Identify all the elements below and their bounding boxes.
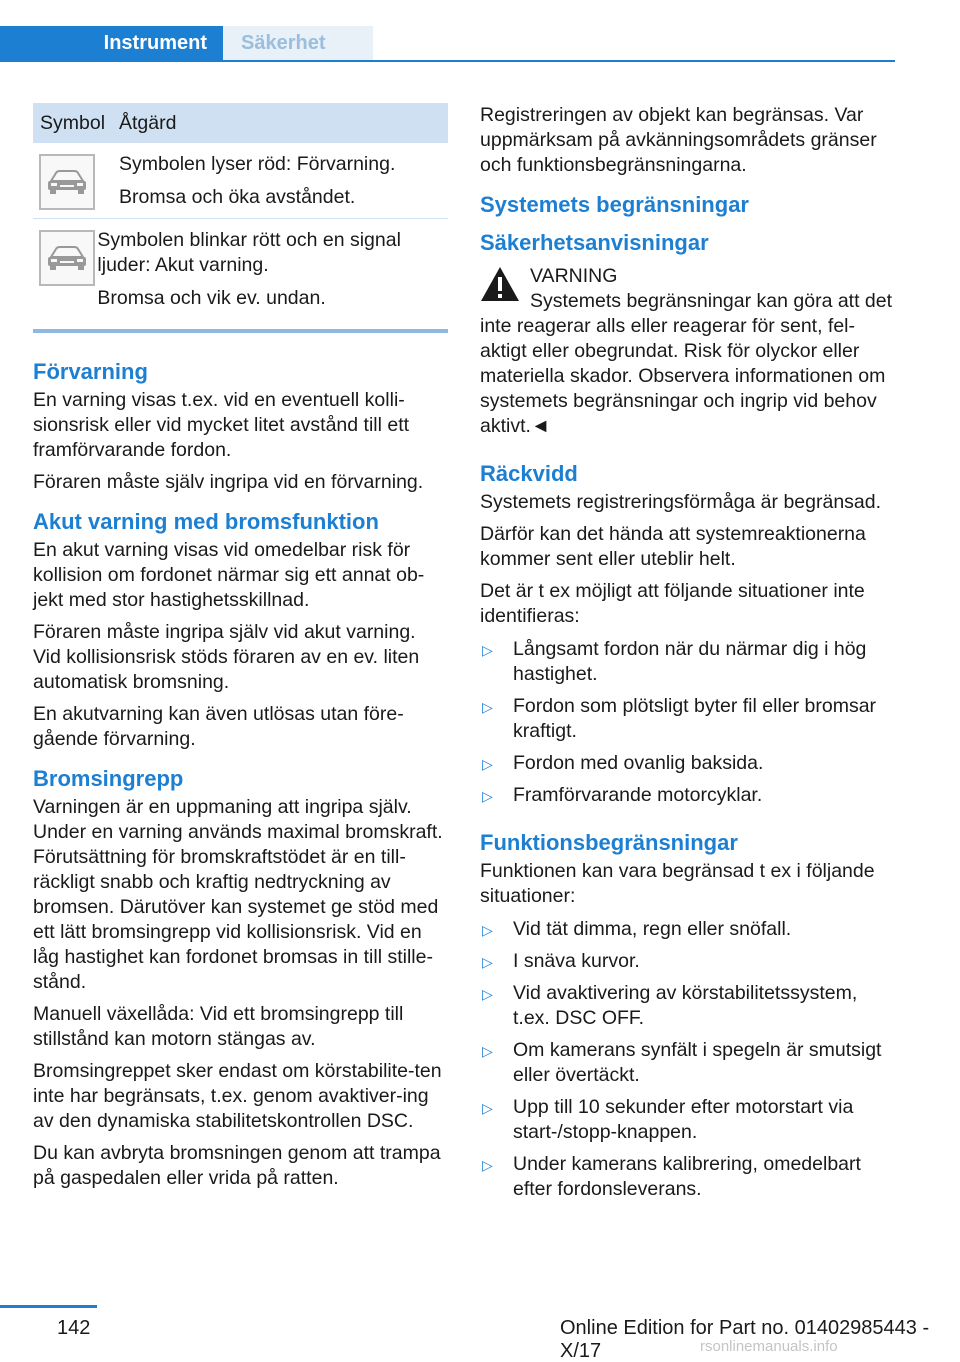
tab-instrument[interactable]: Instrument <box>0 26 223 60</box>
list-item: ▷ Framförvarande motorcyklar. <box>480 783 895 808</box>
row-text: Symbolen lyser röd: Förvarning. <box>119 153 396 175</box>
table-header <box>33 103 448 143</box>
paragraph: Därför kan det hända att systemreaktionerna kommer sent eller uteblir helt. <box>480 523 866 570</box>
list-item: ▷ Upp till 10 sekunder efter motorstart via start-/stopp-knappen. <box>482 1096 854 1143</box>
warning-triangle-icon <box>480 266 520 302</box>
heading-sakerhetsanvisningar: Säkerhetsanvisningar <box>480 230 709 255</box>
paragraph: En akutvarning kan även utlösas utan före-gående förvarning. <box>33 703 404 750</box>
watermark: rsonlinemanuals.info <box>700 1338 838 1355</box>
heading-funktionsbegransningar: Funktionsbegränsningar <box>480 830 738 855</box>
list-item: ▷ I snäva kurvor. <box>480 949 895 974</box>
paragraph: Föraren måste själv ingripa vid en förvarning. <box>33 471 424 493</box>
heading-rackvidd: Räckvidd <box>480 461 578 486</box>
warning-block <box>480 264 895 439</box>
car-front-icon <box>39 230 95 286</box>
list-item: ▷ Fordon som plötsligt byter fil eller bromsar kraftigt. <box>482 695 877 742</box>
heading-akut-varning: Akut varning med bromsfunktion <box>33 509 379 534</box>
footer-rule <box>0 1305 97 1308</box>
page-number: 142 <box>57 1317 91 1339</box>
bullet-triangle-icon: ▷ <box>482 986 493 1002</box>
bullet-triangle-icon: ▷ <box>482 756 493 772</box>
left-column <box>33 103 448 1191</box>
heading-forvarning: Förvarning <box>33 359 148 384</box>
car-front-icon <box>39 154 95 210</box>
paragraph: En varning visas t.ex. vid en eventuell kolli-sionsrisk eller vid mycket litet avstånd till ett framförvarande fordon. <box>33 389 410 461</box>
paragraph: En akut varning visas vid omedelbar risk för kollision om fordonet närmar sig ett annat ob-jekt med stor hastighetsskillnad. <box>33 539 425 611</box>
bullet-triangle-icon: ▷ <box>482 1043 493 1059</box>
row-text: Bromsa och öka avståndet. <box>119 186 356 208</box>
list-item: ▷ Om kamerans synfält i spegeln är smutsigt eller övertäckt. <box>482 1039 882 1086</box>
range-list <box>480 637 895 808</box>
header-symbol: Symbol <box>40 111 106 134</box>
paragraph: Funktionen kan vara begränsad t ex i följande situationer: <box>480 860 875 907</box>
list-item: ▷ Vid tät dimma, regn eller snöfall. <box>480 917 895 942</box>
bullet-triangle-icon: ▷ <box>482 642 493 658</box>
bullet-triangle-icon: ▷ <box>482 1100 493 1116</box>
symbol-table <box>33 103 448 333</box>
warning-title: VARNING <box>530 265 618 287</box>
table-row <box>33 143 448 218</box>
right-column <box>480 103 895 1209</box>
list-item: ▷ Under kamerans kalibrering, omedelbart efter fordonsleverans. <box>482 1153 861 1200</box>
heading-systemets-begransningar: Systemets begränsningar <box>480 192 749 217</box>
table-row <box>33 218 448 319</box>
bullet-triangle-icon: ▷ <box>482 788 493 804</box>
paragraph: Det är t ex möjligt att följande situationer inte identifieras: <box>480 580 865 627</box>
paragraph: Du kan avbryta bromsningen genom att trampa på gaspedalen eller vrida på ratten. <box>33 1142 441 1189</box>
paragraph: Registreringen av objekt kan begränsas. Var uppmärksam på avkänningsområdets gränser och funktionsbegränsningarna. <box>480 104 877 176</box>
list-item: ▷ Vid avaktivering av körstabilitetssystem, t.ex. DSC OFF. <box>482 982 858 1029</box>
row-text: Symbolen blinkar rött och en signal ljuder: Akut varning. <box>97 229 401 276</box>
paragraph: Bromsingreppet sker endast om körstabilite-ten inte har begränsats, t.ex. genom avaktiver-ing av den dynamiska stabilitetskontrollen DSC. <box>33 1060 442 1132</box>
edition-text: Online Edition for Part no. 01402985443 - X/17 <box>560 1317 930 1362</box>
bullet-triangle-icon: ▷ <box>482 699 493 715</box>
header-tabs <box>0 26 895 62</box>
paragraph: Systemets registreringsförmåga är begränsad. <box>480 491 882 513</box>
bullet-triangle-icon: ▷ <box>482 954 493 970</box>
paragraph: Föraren måste ingripa själv vid akut varning. Vid kollisionsrisk stöds föraren av en ev. liten automatisk bromsning. <box>33 621 420 693</box>
paragraph: Manuell växellåda: Vid ett bromsingrepp till stillstånd kan motorn stängas av. <box>33 1003 404 1050</box>
bullet-triangle-icon: ▷ <box>482 1157 493 1173</box>
list-item: ▷ Långsamt fordon när du närmar dig i hög hastighet. <box>482 638 867 685</box>
bullet-triangle-icon: ▷ <box>482 922 493 938</box>
warning-body: Systemets begränsningar kan göra att det inte reagerar alls eller reagerar för sent, fel-aktigt eller obegrundat. Risk för olyckor eller materiella skador. Observera informationen om systemets begränsningar och ingrip vid behov aktivt.◄ <box>480 290 893 437</box>
row-text: Bromsa och vik ev. undan. <box>97 287 326 309</box>
tab-sakerhet[interactable]: Säkerhet <box>223 26 373 60</box>
list-item: ▷ Fordon med ovanlig baksida. <box>480 751 895 776</box>
paragraph: Varningen är en uppmaning att ingripa själv. Under en varning används maximal bromskraft. Förutsättning för bromskraftstödet är en till-räckligt snabb och kraftig nedtryckning av bromsen. Därutöver kan systemet ge stöd med ett lätt bromsingrepp vid kollisionsrisk. Vid en låg hastighet kan fordonet bromsas in till stille-stånd. <box>33 796 443 993</box>
header-action: Åtgärd <box>119 111 177 134</box>
heading-bromsingrepp: Bromsingrepp <box>33 766 184 791</box>
function-list <box>480 917 895 1202</box>
